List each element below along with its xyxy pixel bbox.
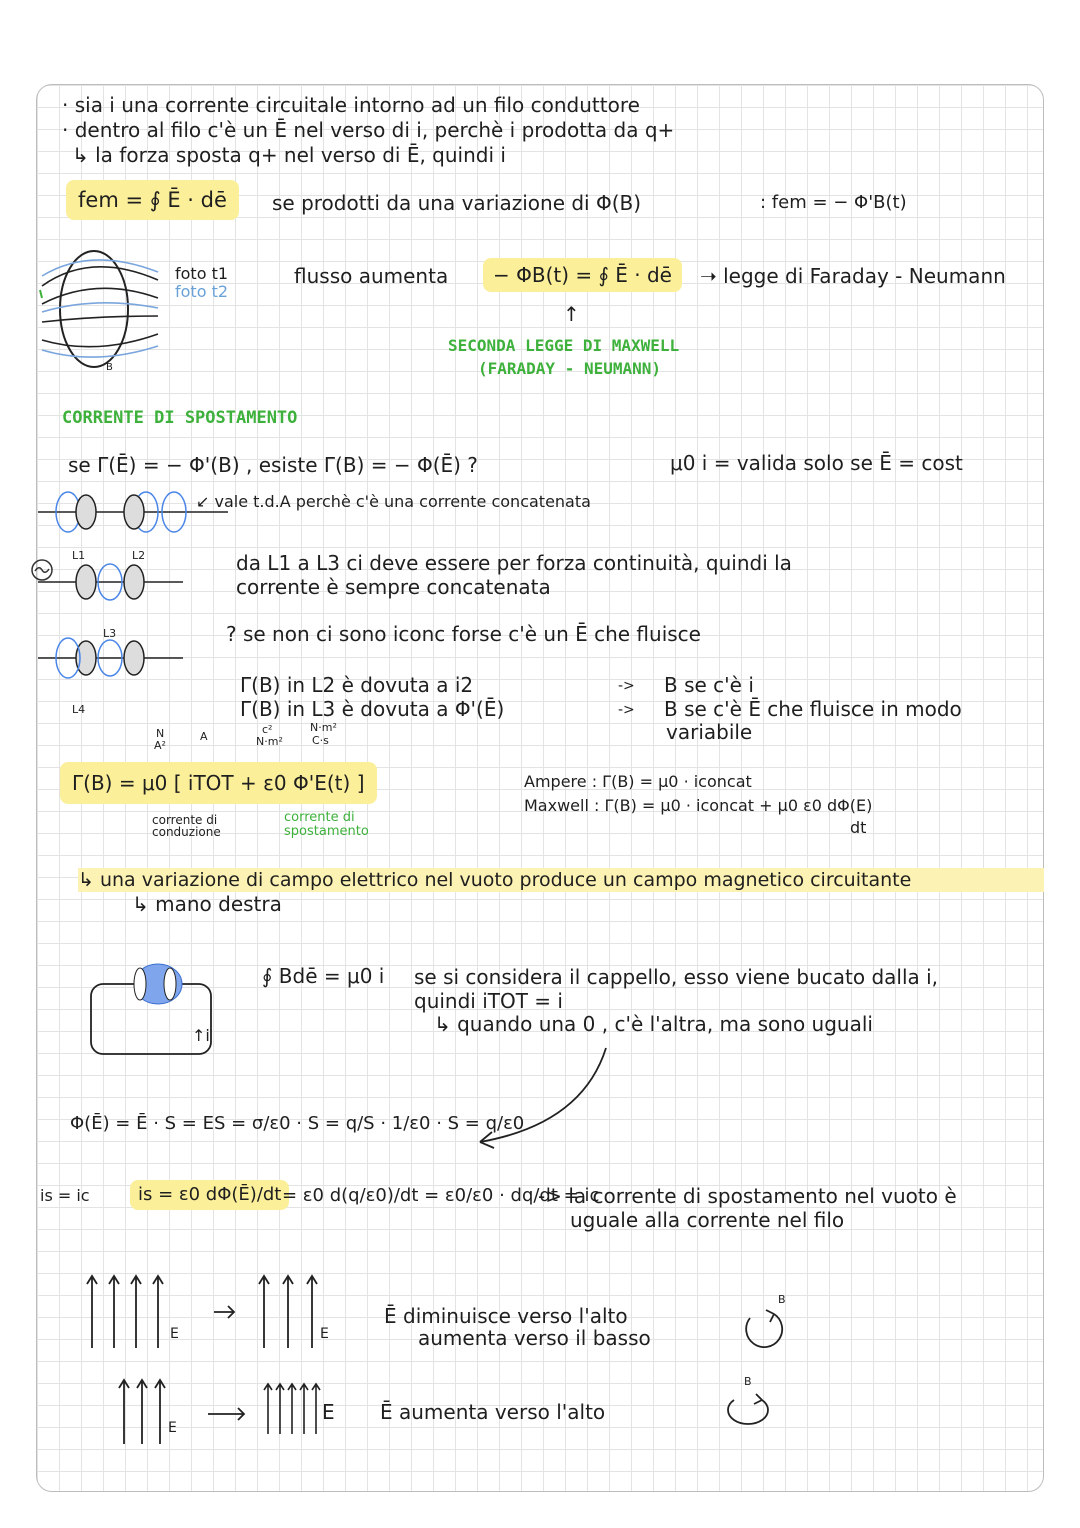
magnetic-flux-loop-diagram	[36, 246, 166, 376]
capacitor-diagrams	[38, 488, 198, 708]
b-label-1: B	[778, 1293, 786, 1306]
question-line: se Γ(Ē) = − Φ'(B) , esiste Γ(B) = − Φ(Ē) ?	[68, 453, 478, 477]
right-hand-rule: ↳ mano destra	[132, 892, 282, 916]
maxwell-law: Maxwell : Γ(B) = μ0 · iconcat + μ0 ε0 dΦ(E)	[524, 796, 873, 815]
gamma-l3: Γ(B) in L3 è dovuta a Φ'(Ē)	[240, 697, 505, 721]
vale-note: ↙ vale t.d.A perchè c'è una corrente concatenata	[196, 492, 591, 511]
implies-arrow-1: ->	[618, 678, 635, 694]
unit-a2: A²	[154, 739, 166, 752]
label-l4: L4	[72, 703, 86, 716]
implies-arrow-2: ->	[618, 702, 635, 718]
no-iconc-line: ? se non ci sono iconc forse c'è un Ē che fluisce	[226, 622, 701, 646]
validity-note: μ0 i = valida solo se Ē = cost	[670, 451, 963, 475]
displacement-current-derivation: = ε0 d(q/ε0)/dt = ε0/ε0 · dq/dt = ic	[282, 1185, 600, 1206]
continuity-line-1: da L1 a L3 ci deve essere per forza continuità, quindi la	[236, 551, 792, 575]
unit-a: A	[200, 730, 208, 743]
conclusion-line-1: -> la corrente di spostamento nel vuoto è	[538, 1184, 957, 1208]
intro-line-2: · dentro al filo c'è un Ē nel verso di i, perchè i prodotta da q+	[62, 118, 675, 142]
second-maxwell-law: SECONDA LEGGE DI MAXWELL	[448, 336, 680, 355]
hat-line-3: ↳ quando una 0 , c'è l'altra, ma sono uguali	[434, 1012, 873, 1036]
continuity-line-2: corrente è sempre concatenata	[236, 575, 551, 599]
displacement-current-label-1: corrente di	[284, 810, 355, 825]
fem-formula: fem = ∮ Ē · dē	[66, 180, 239, 220]
section-title: CORRENTE DI SPOSTAMENTO	[62, 408, 298, 428]
intro-line-3: ↳ la forza sposta q+ nel verso di Ē, quindi i	[72, 143, 506, 167]
photo-t2-label: foto t2	[175, 282, 229, 301]
label-l2: L2	[132, 549, 146, 562]
second-maxwell-law-sub: (FARADAY - NEUMANN)	[478, 359, 662, 378]
gamma-l2: Γ(B) in L2 è dovuta a i2	[240, 673, 474, 697]
flux-increases: flusso aumenta	[294, 264, 449, 288]
field-statement: ↳ una variazione di campo elettrico nel vuoto produce un campo magnetico circuitante	[78, 868, 1044, 892]
up-arrow: ↑	[563, 302, 580, 326]
unit-cs: C·s	[312, 734, 329, 747]
circulation-formula: ∮ Bdē = μ0 i	[262, 964, 385, 988]
hat-line-1: se si considera il cappello, esso viene bucato dalla i,	[414, 965, 939, 989]
maxwell-dt: dt	[850, 818, 867, 837]
conduction-current-label-1: corrente di	[152, 813, 218, 827]
e-label-3: E	[168, 1420, 177, 1436]
ampere-maxwell-formula: Γ(B) = μ0 [ iTOT + ε0 Φ'E(t) ]	[60, 762, 377, 804]
hat-line-2: quindi iTOT = i	[414, 989, 563, 1013]
e-decreases-line-1: Ē diminuisce verso l'alto	[384, 1304, 628, 1328]
fem-description: se prodotti da una variazione di Φ(B)	[272, 191, 642, 215]
ampere-law: Ampere : Γ(B) = μ0 · iconcat	[524, 772, 752, 791]
faraday-formula: − ΦB(t) = ∮ Ē · dē	[483, 258, 682, 292]
unit-c2: c²	[262, 723, 273, 736]
label-l3: L3	[103, 627, 117, 640]
result-line-1: B se c'è i	[664, 673, 754, 697]
label-l1: L1	[72, 549, 86, 562]
is-equals-ic: is = ic	[40, 1186, 90, 1205]
intro-line-1: · sia i una corrente circuitale intorno ad un filo conduttore	[62, 93, 640, 117]
flux-calculation: Φ(Ē) = Ē · S = ES = σ/ε0 · S = q/S · 1/ε0 · S = q/ε0	[70, 1113, 525, 1134]
result-line-2b: variabile	[666, 720, 753, 744]
b-curl-clockwise-icon	[738, 1300, 790, 1350]
svg-text:B: B	[106, 362, 113, 373]
e-increases: Ē aumenta verso l'alto	[380, 1400, 606, 1424]
conclusion-line-2: uguale alla corrente nel filo	[570, 1208, 845, 1232]
b-curl-counterclockwise-icon	[718, 1390, 778, 1430]
b-label-2: B	[744, 1375, 752, 1388]
displacement-current-label-2: spostamento	[284, 824, 369, 839]
unit-nm2-b: N·m²	[310, 721, 337, 734]
fem-rhs: : fem = − Φ'B(t)	[760, 192, 907, 213]
e-decreases-line-2: aumenta verso il basso	[418, 1326, 651, 1350]
faraday-neumann-law: ➝ legge di Faraday - Neumann	[700, 264, 1006, 288]
current-i-label: ↑i	[192, 1026, 210, 1045]
unit-n: N	[156, 727, 165, 740]
e-label-2: E	[320, 1326, 329, 1342]
conduction-current-label-2: conduzione	[152, 825, 221, 839]
unit-nm2: N·m²	[256, 735, 283, 748]
displacement-current-formula: is = ε0 dΦ(Ē)/dt	[130, 1180, 289, 1210]
photo-t1-label: foto t1	[175, 264, 229, 283]
e-label-4: E	[322, 1400, 335, 1424]
e-label-1: E	[170, 1326, 179, 1342]
result-line-2: B se c'è Ē che fluisce in modo	[664, 697, 962, 721]
